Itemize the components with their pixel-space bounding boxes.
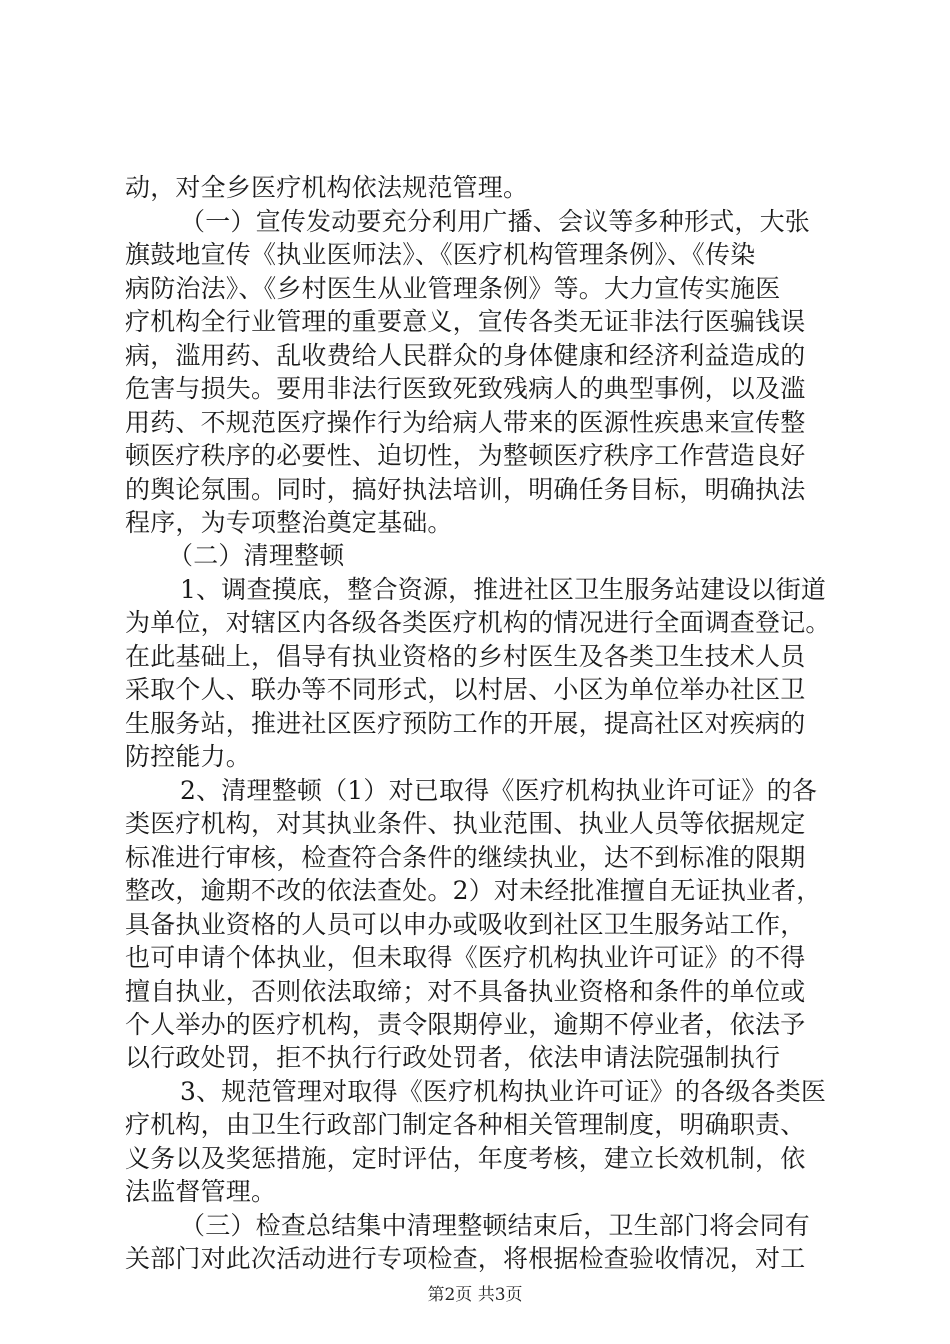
text-line: 标准进行审核，检查符合条件的继续执业，达不到标准的限期 (125, 843, 806, 872)
text-line: 关部门对此次活动进行专项检查，将根据检查验收情况，对工 (125, 1244, 806, 1273)
text-line: 疗机构，由卫生行政部门制定各种相关管理制度，明确职责、 (125, 1110, 806, 1139)
text-line: 2、清理整顿（1）对已取得《医疗机构执业许可证》的各 (180, 776, 818, 805)
text-line: 个人举办的医疗机构，责令限期停业，逾期不停业者，依法予 (125, 1010, 806, 1039)
text-line: 为单位，对辖区内各级各类医疗机构的情况进行全面调查登记。 (125, 608, 831, 637)
text-line: 病防治法》、《乡村医生从业管理条例》等。大力宣传实施医 (125, 274, 781, 303)
text-line: （一）宣传发动要充分利用广播、会议等多种形式，大张 (180, 207, 811, 236)
section-heading: （二）清理整顿 (168, 541, 345, 570)
text-line: 整改，逾期不改的依法查处。2）对未经批准擅自无证执业者， (125, 876, 822, 905)
text-line: 擅自执业，否则依法取缔；对不具备执业资格和条件的单位或 (125, 977, 806, 1006)
text-line: 在此基础上，倡导有执业资格的乡村医生及各类卫生技术人员 (125, 642, 806, 671)
text-line: 动，对全乡医疗机构依法规范管理。 (125, 173, 529, 202)
text-line: 义务以及奖惩措施，定时评估，年度考核，建立长效机制，依 (125, 1144, 806, 1173)
text-line: （三）检查总结集中清理整顿结束后，卫生部门将会同有 (180, 1211, 811, 1240)
text-line: 3、规范管理对取得《医疗机构执业许可证》的各级各类医 (180, 1077, 827, 1106)
text-line: 也可申请个体执业，但未取得《医疗机构执业许可证》的不得 (125, 943, 806, 972)
text-line: 防控能力。 (125, 742, 252, 771)
text-line: 旗鼓地宣传《执业医师法》、《医疗机构管理条例》、《传染 (125, 240, 756, 269)
text-line: 的舆论氛围。同时，搞好执法培训，明确任务目标，明确执法 (125, 475, 806, 504)
text-line: 用药、不规范医疗操作行为给病人带来的医源性疾患来宣传整 (125, 408, 806, 437)
text-line: 1、调查摸底，整合资源，推进社区卫生服务站建设以街道 (180, 575, 827, 604)
page-number-footer: 第2页 共3页 (427, 1285, 523, 1305)
text-line: 采取个人、联办等不同形式，以村居、小区为单位举办社区卫 (125, 675, 806, 704)
text-line: 顿医疗秩序的必要性、迫切性，为整顿医疗秩序工作营造良好 (125, 441, 806, 470)
text-line: 以行政处罚，拒不执行行政处罚者，依法申请法院强制执行 (125, 1043, 781, 1072)
text-line: 生服务站，推进社区医疗预防工作的开展，提高社区对疾病的 (125, 709, 806, 738)
text-line: 具备执业资格的人员可以申办或吸收到社区卫生服务站工作， (125, 910, 806, 939)
text-line: 危害与损失。要用非法行医致死致残病人的典型事例，以及滥 (125, 374, 806, 403)
text-line: 法监督管理。 (125, 1177, 277, 1206)
text-line: 类医疗机构，对其执业条件、执业范围、执业人员等依据规定 (125, 809, 806, 838)
text-line: 病，滥用药、乱收费给人民群众的身体健康和经济利益造成的 (125, 341, 806, 370)
text-line: 程序，为专项整治奠定基础。 (125, 508, 453, 537)
text-line: 疗机构全行业管理的重要意义，宣传各类无证非法行医骗钱误 (125, 307, 806, 336)
